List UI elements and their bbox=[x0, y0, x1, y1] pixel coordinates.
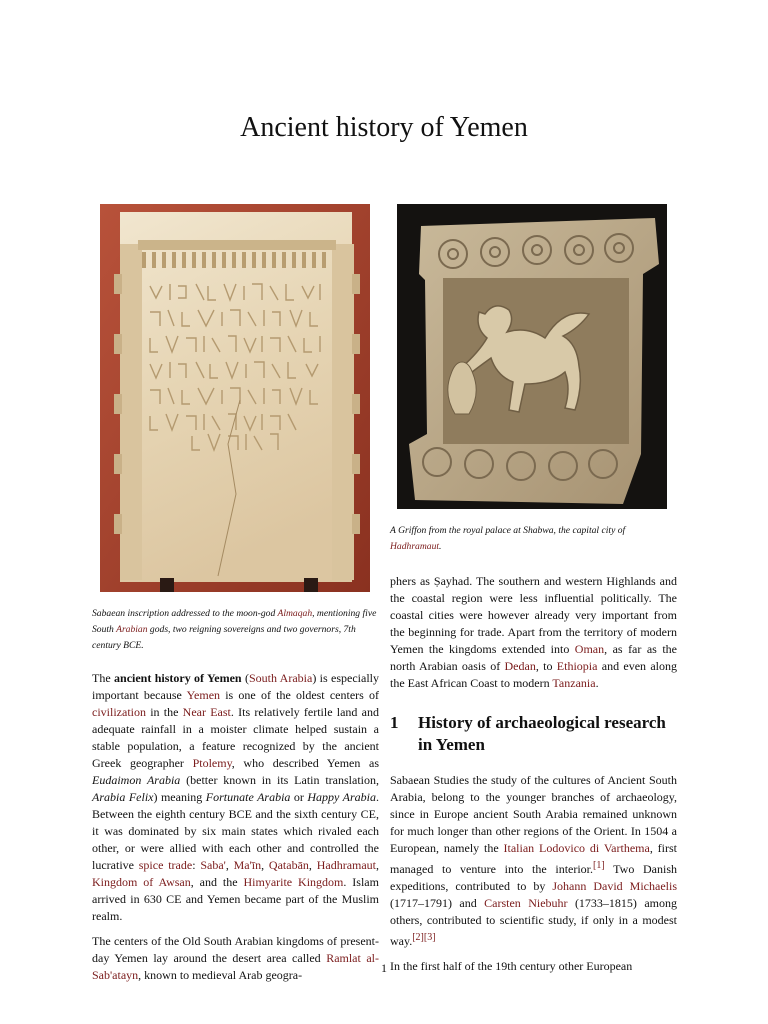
section-number: 1 bbox=[390, 713, 399, 732]
sabaean-studies-paragraph: Sabaean Studies the study of the cultures of Ancient South Arabia, belong to the younger branches of archaeology, since in Europe ancient South Arabia remained unknown for much longer than other regions of the Orient. In 1504 a European, namely the Italian Lodovico di Varthema, first managed to venture into the interior.[1] Two Danish expeditions, contributed to by Johann David Michaelis (1717–1791) and Carsten Niebuhr (1733–1815) among others, contributed to scientific study, if only in a modest way.[2][3] bbox=[390, 773, 678, 948]
section-title: History of archaeological research in Yemen bbox=[418, 713, 666, 754]
link-arabian[interactable]: Arabian bbox=[116, 624, 148, 635]
link-lodovico-di-varthema[interactable]: Lodovico di Varthema bbox=[539, 841, 650, 855]
link-carsten-niebuhr[interactable]: Carsten Niebuhr bbox=[484, 896, 568, 910]
intro-paragraph: The ancient history of Yemen (South Arabia) is especially important because Yemen is one of the oldest centers of civilization in the Near East. Its relatively fertile land and adequate rainfall in a moister climate helped sustain a stable population, a feature recognized by the ancient Greek geographer Ptolemy, who described Yemen as Eudaimon Arabia (better known in its Latin translation, Arabia Felix) meaning Fortunate Arabia or Happy Arabia. Between the eighth century BCE and the sixth century CE, it was dominated by six main states which rivaled each other, or were allied with each other and controlled the lucrative spice trade: Saba', Ma'īn, Qatabān, Hadhramaut, Kingdom of Awsan, and the Himyarite Kingdom. Islam arrived in 630 CE and Yemen became part of the Muslim realm. bbox=[92, 671, 380, 923]
figure-caption-left: Sabaean inscription addressed to the moon-god Almaqah, mentioning five South Arabian gods, two reigning sovereigns and two governors, 7th century BCE. bbox=[92, 608, 377, 651]
page-title: Ancient history of Yemen bbox=[240, 112, 528, 143]
link-yemen[interactable]: Yemen bbox=[186, 688, 221, 702]
griffon-relief-image bbox=[397, 204, 667, 509]
link-near-east[interactable]: Near East bbox=[182, 705, 231, 719]
link-kingdom-of-awsan[interactable]: Kingdom of Awsan bbox=[92, 875, 191, 889]
link-civilization[interactable]: civilization bbox=[92, 705, 146, 719]
link-ramlat-al-sabatayn[interactable]: Ramlat al-Sab'atayn bbox=[92, 951, 379, 982]
link-south-arabia[interactable]: South Arabia bbox=[248, 671, 313, 685]
link-spice-trade[interactable]: spice trade bbox=[138, 858, 193, 872]
link-hadhramaut[interactable]: Hadhramaut bbox=[390, 541, 440, 552]
link-oman[interactable]: Oman bbox=[574, 642, 605, 656]
nineteenth-century-paragraph: In the first half of the 19th century other European bbox=[390, 959, 633, 973]
link-saba[interactable]: Saba' bbox=[200, 858, 226, 872]
right-column-bottom bbox=[390, 772, 677, 983]
link-ptolemy[interactable]: Ptolemy bbox=[192, 756, 232, 770]
citation-2-3[interactable]: [2][3] bbox=[412, 932, 436, 943]
link-hadhramaut-text[interactable]: Hadhramaut bbox=[316, 858, 377, 872]
link-himyarite-kingdom[interactable]: Himyarite Kingdom bbox=[243, 875, 344, 889]
link-ethiopia[interactable]: Ethiopia bbox=[556, 659, 598, 673]
right-column-top bbox=[390, 573, 677, 700]
link-qataban[interactable]: Qatabān bbox=[268, 858, 309, 872]
figure-caption-right: A Griffon from the royal palace at Shabwa, the capital city of Hadhramaut. bbox=[390, 525, 626, 552]
link-main[interactable]: Ma'īn bbox=[233, 858, 262, 872]
sabaean-inscription-image bbox=[100, 204, 370, 592]
link-italian[interactable]: Italian bbox=[503, 841, 535, 855]
continuation-paragraph: phers as Ṣayhad. The southern and western Highlands and the coastal region were less influential politically. The coastal cities were however already very important from the beginning for trade. Apart from the territory of modern Yemen the kingdoms extended into Oman, as far as the north Arabian oasis of Dedan, to Ethiopia and even along the East African Coast to modern Tanzania. bbox=[390, 574, 677, 690]
left-column bbox=[92, 670, 379, 992]
link-dedan[interactable]: Dedan bbox=[504, 659, 536, 673]
link-almaqah[interactable]: Almaqah bbox=[277, 608, 313, 619]
page-number: 1 bbox=[381, 961, 387, 975]
citation-1[interactable]: [1] bbox=[593, 860, 605, 871]
section-heading bbox=[390, 712, 677, 756]
link-tanzania[interactable]: Tanzania bbox=[552, 676, 596, 690]
link-johann-david-michaelis[interactable]: Johann David Michaelis bbox=[552, 879, 677, 893]
centers-paragraph: The centers of the Old South Arabian kingdoms of present-day Yemen lay around the desert area called Ramlat al-Sab'atayn, known to medieval Arab geogra- bbox=[92, 934, 379, 982]
